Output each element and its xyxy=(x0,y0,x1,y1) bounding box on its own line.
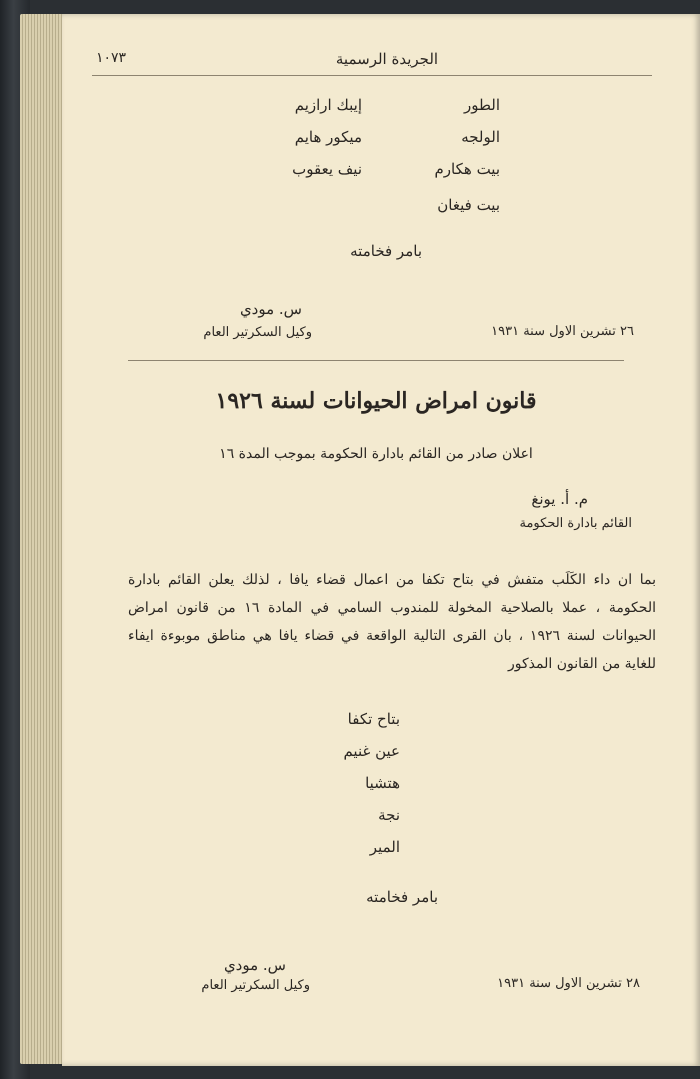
village-item: هتشيا xyxy=(365,774,400,792)
place-item: الطور xyxy=(463,96,500,114)
closing-phrase: بامر فخامته xyxy=(366,888,438,906)
village-item: بتاح تكفا xyxy=(347,710,400,728)
law-title: قانون امراض الحيوانات لسنة ١٩٢٦ xyxy=(215,388,537,414)
village-item: نجة xyxy=(378,806,400,824)
closing-phrase: بامر فخامته xyxy=(350,242,422,260)
name-item: نيف يعقوب xyxy=(292,160,362,178)
village-item: عين غنيم xyxy=(343,742,400,760)
signatory-title: وكيل السكرتير العام xyxy=(203,325,312,340)
section-divider xyxy=(128,360,624,361)
place-item: بيت فيغان xyxy=(437,196,500,214)
document-page xyxy=(62,14,700,1066)
page-number: ١٠٧٣ xyxy=(96,50,127,66)
signatory-name: س. مودي xyxy=(223,956,286,974)
date-line: ٢٨ تشرين الاول سنة ١٩٣١ xyxy=(497,976,640,991)
signatory-name: س. مودي xyxy=(239,300,302,318)
name-item: إيبك ارازيم xyxy=(294,96,362,114)
header-divider xyxy=(92,75,652,76)
issuer-name: م. أ. يونغ xyxy=(531,490,588,508)
proclamation-subtitle: اعلان صادر من القائم بادارة الحكومة بموجب المدة ١٦ xyxy=(219,446,533,462)
issuer-title: القائم بادارة الحكومة xyxy=(519,516,632,531)
place-item: الولجه xyxy=(461,128,500,146)
date-line: ٢٦ تشرين الاول سنة ١٩٣١ xyxy=(491,324,634,339)
page-header-title: الجريدة الرسمية xyxy=(335,50,439,68)
place-item: بيت هكارم xyxy=(434,160,500,178)
signatory-title: وكيل السكرتير العام xyxy=(201,978,310,993)
proclamation-paragraph: بما ان داء الكَلَب متفش في بتاح تكفا من اعمال قضاء يافا ، لذلك يعلن القائم بادارة الحكومة ، عملا بالصلاحية المخولة للمندوب السامي في المادة ١٦ من قانون امراض الحيوانات لسنة ١٩٢٦ ، بان القرى التالية الواقعة في قضاء يافا هي مناطق موبوءة ايفاء للغاية من القانون المذكور xyxy=(128,572,656,672)
name-item: ميكور هايم xyxy=(294,128,362,146)
village-item: المير xyxy=(369,838,400,856)
